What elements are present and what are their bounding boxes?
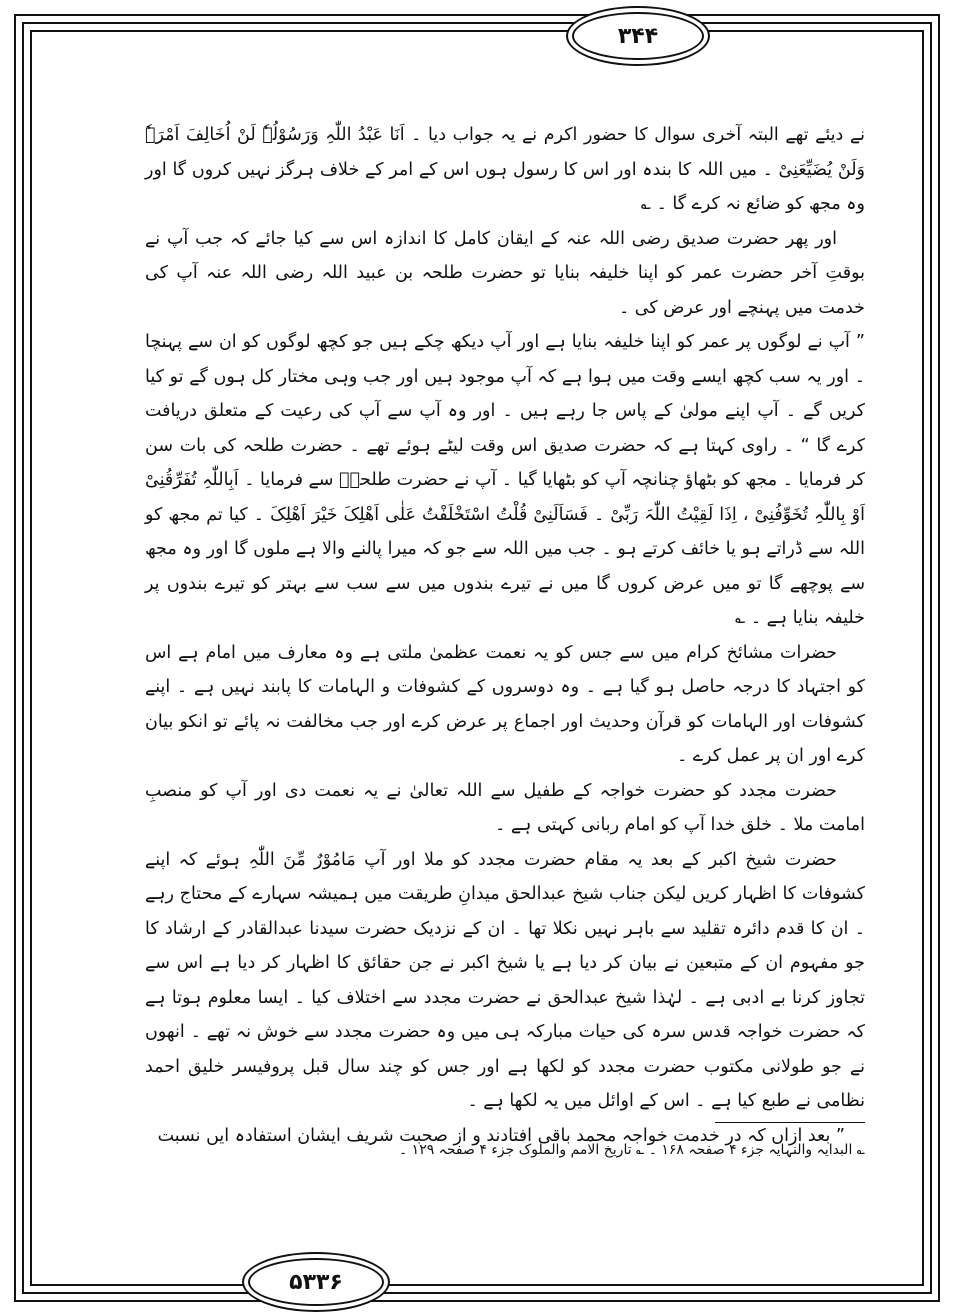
page-number-top: ۳۴۴ — [572, 12, 704, 60]
paragraph-4: حضرات مشائخ کرام میں سے جس کو یہ نعمت عظمیٰ ملتی ہے وہ معارف میں امام ہے اس کو اجتہاد کا درجہ حاصل ہو گیا ہے ۔ وہ دوسروں کے کشوفات و الہامات کا پابند نہیں ہے ۔ اپنے کشوفات اور الہامات کو قرآن وحدیث اور اجماع پر عرض کرے اور جب مخالفت نہ پائے تو انکو بیان کرے اور ان پر عمل کرے ۔ — [145, 642, 865, 766]
paragraph-5: حضرت مجدد کو حضرت خواجہ کے طفیل سے اللہ تعالیٰ نے یہ نعمت دی اور آپ کو منصبِ امامت ملا ۔ خلق خدا آپ کو امام ربانی کہتی ہے ۔ — [145, 780, 865, 835]
page-number-bottom: ۵۳۳۶ — [248, 1258, 384, 1306]
paragraph-7-quote: ” بعد ازاں کہ در خدمت خواجہ محمد باقی افتادند و از صحبت شریف ایشان استفادہ ایں نسبت — [157, 1125, 845, 1146]
footnote-divider — [715, 1122, 865, 1123]
main-text — [145, 118, 865, 1153]
paragraph-2: اور پھر حضرت صدیق رضی اللہ عنہ کے ایقان کامل کا اندازہ اس سے کیا جائے کہ جب آپ نے بوقتِ آخر حضرت عمر کو اپنا خلیفہ بنایا تو حضرت طلحہ بن عبید اللہ رضی اللہ عنہ آپ کی خدمت میں پہنچے اور عرض کی ۔ — [145, 228, 865, 318]
footnote: ؎ البدایہ والنہایہ جزء ۴ صفحہ ۱۶۸ ۔ ؎ تاریخ الامم والملوک جزء ۴ صفحہ ۱۲۹ ۔ — [399, 1142, 865, 1158]
paragraph-3-quote: ” آپ نے لوگوں پر عمر کو اپنا خلیفہ بنایا ہے اور آپ دیکھ چکے ہیں جو کچھ لوگوں کو ان سے پہنچا ۔ اور یہ سب کچھ ایسے وقت میں ہوا ہے کہ آپ موجود ہیں اور جب وہی مختار کل ہوں گے تو کیا کریں گے ۔ آپ اپنے مولیٰ کے پاس جا رہے ہیں ۔ اور وہ آپ سے آپ کی رعیت کے متعلق دریافت کرے گا “ ۔ راوی کہتا ہے کہ حضرت صدیق اس وقت لیٹے ہوئے تھے ۔ حضرت طلحہ کی بات سن کر فرمایا ۔ مجھ کو بٹھاؤ چنانچہ آپ کو بٹھایا گیا ۔ آپ نے حضرت طلحہؓ سے فرمایا ۔ اَبِاللّٰہِ تُفَرِّقُنِیْ اَوْ بِاللّٰہِ تُخَوِّفُنِیْ ، اِذَا لَقِیْتُ اللّٰہَ رَبِّیْ ۔ فَسَاَلَنِیْ قُلْتُ اسْتَخْلَفْتُ عَلٰی اَھْلِکَ خَیْرَ اَھْلِکَ ۔ کیا تم مجھ کو اللہ سے ڈراتے ہو یا خائف کرتے ہو ۔ جب میں اللہ سے جو کہ میرا پالنے والا ہے ملوں گا اور وہ مجھ سے پوچھے گا تو میں عرض کروں گا میں نے تیرے بندوں میں سے سب سے بہتر کو تیرے بندوں پر خلیفہ بنایا ہے ۔ ؎ — [145, 332, 865, 628]
paragraph-6: حضرت شیخ اکبر کے بعد یہ مقام حضرت مجدد کو ملا اور آپ مَامُوْرٌ مِّنَ اللّٰہِ ہوئے کہ اپنے کشوفات کا اظہار کریں لیکن جناب شیخ عبدالحق میدانِ طریقت میں ہمیشہ سہارے کے محتاج رہے ۔ ان کا قدم دائرہ تقلید سے باہر نہیں نکلا تھا ۔ ان کے نزدیک حضرت سیدنا عبدالقادر کے ارشاد کا جو مفہوم ان کے متبعین نے بیان کر دیا ہے یا شیخ اکبر نے جن حقائق کا اظہار کر دیا ہے اس سے تجاوز کرنا بے ادبی ہے ۔ لہٰذا شیخ عبدالحق نے حضرت مجدد سے اختلاف کیا ۔ ایسا معلوم ہوتا ہے کہ حضرت خواجہ قدس سرہ کی حیات مبارکہ ہی میں وہ حضرت مجدد سے خوش نہ تھے ۔ انھوں نے جو طولانی مکتوب حضرت مجدد کو لکھا ہے اور جس کو چند سال قبل پروفیسر خلیق احمد نظامی نے طبع کیا ہے ۔ اس کے اوائل میں یہ لکھا ہے ۔ — [145, 849, 865, 1111]
paragraph-1: نے دیئے تھے البتہ آخری سوال کا حضور اکرم نے یہ جواب دیا ۔ اَنَا عَبْدُ اللّٰہِ وَرَسُوْلُہٗ لَنْ اُخَالِفَ اَمْرَہٗ وَلَنْ یُضَیِّعَنِیْ ۔ میں اللہ کا بندہ اور اس کا رسول ہوں اس کے امر کے خلاف ہرگز نہیں کروں گا اور وہ مجھ کو ضائع نہ کرے گا ۔ ؎ — [145, 125, 865, 214]
